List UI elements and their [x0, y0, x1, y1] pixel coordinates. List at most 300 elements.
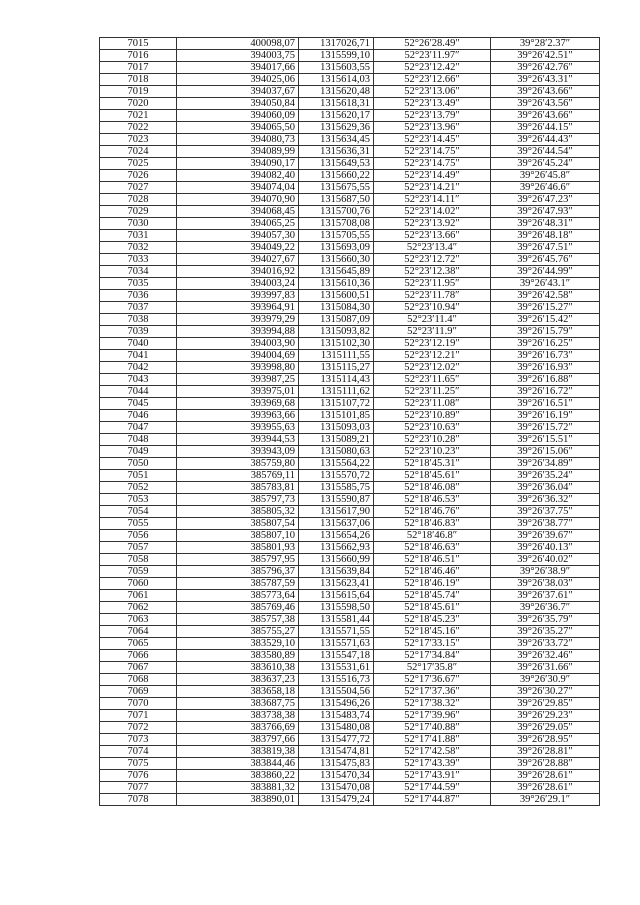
longitude-cell: 39°26′38.03″	[491, 578, 600, 590]
y-coordinate-cell: 1315087,09	[299, 314, 374, 326]
x-coordinate-cell: 394017,66	[177, 62, 299, 74]
table-row	[100, 302, 600, 314]
y-coordinate-cell: 1315111,62	[299, 386, 374, 398]
x-coordinate-cell: 394016,92	[177, 266, 299, 278]
point-number-cell: 7024	[100, 146, 177, 158]
coordinates-table-body	[100, 38, 600, 806]
x-coordinate-cell: 394090,17	[177, 158, 299, 170]
latitude-cell: 52°17′33.15″	[374, 638, 491, 650]
point-number-cell: 7021	[100, 110, 177, 122]
table-row	[100, 326, 600, 338]
longitude-cell: 39°26′40.13″	[491, 542, 600, 554]
table-row	[100, 566, 600, 578]
longitude-cell: 39°26′16.25″	[491, 338, 600, 350]
x-coordinate-cell: 393964,91	[177, 302, 299, 314]
x-coordinate-cell: 394003,24	[177, 278, 299, 290]
y-coordinate-cell: 1315675,55	[299, 182, 374, 194]
y-coordinate-cell: 1315570,72	[299, 470, 374, 482]
x-coordinate-cell: 383860,22	[177, 770, 299, 782]
point-number-cell: 7045	[100, 398, 177, 410]
point-number-cell: 7073	[100, 734, 177, 746]
longitude-cell: 39°26′28.61″	[491, 782, 600, 794]
x-coordinate-cell: 394027,67	[177, 254, 299, 266]
point-number-cell: 7078	[100, 794, 177, 806]
y-coordinate-cell: 1315114,43	[299, 374, 374, 386]
x-coordinate-cell: 394070,90	[177, 194, 299, 206]
longitude-cell: 39°26′30.9″	[491, 674, 600, 686]
point-number-cell: 7020	[100, 98, 177, 110]
y-coordinate-cell: 1315581,44	[299, 614, 374, 626]
table-row	[100, 578, 600, 590]
latitude-cell: 52°23′13.92″	[374, 218, 491, 230]
x-coordinate-cell: 383637,23	[177, 674, 299, 686]
table-row	[100, 50, 600, 62]
point-number-cell: 7072	[100, 722, 177, 734]
latitude-cell: 52°23′14.45″	[374, 134, 491, 146]
table-row	[100, 398, 600, 410]
y-coordinate-cell: 1315093,82	[299, 326, 374, 338]
table-row	[100, 338, 600, 350]
longitude-cell: 39°26′48.18″	[491, 230, 600, 242]
point-number-cell: 7054	[100, 506, 177, 518]
x-coordinate-cell: 385797,73	[177, 494, 299, 506]
y-coordinate-cell: 1315654,26	[299, 530, 374, 542]
longitude-cell: 39°26′28.61″	[491, 770, 600, 782]
latitude-cell: 52°18′46.46″	[374, 566, 491, 578]
longitude-cell: 39°26′16.73″	[491, 350, 600, 362]
latitude-cell: 52°23′13.4″	[374, 242, 491, 254]
table-row	[100, 362, 600, 374]
table-row	[100, 134, 600, 146]
latitude-cell: 52°23′13.96″	[374, 122, 491, 134]
table-row	[100, 590, 600, 602]
y-coordinate-cell: 1315547,18	[299, 650, 374, 662]
latitude-cell: 52°18′46.76″	[374, 506, 491, 518]
x-coordinate-cell: 393969,68	[177, 398, 299, 410]
longitude-cell: 39°26′28.88″	[491, 758, 600, 770]
table-row	[100, 614, 600, 626]
y-coordinate-cell: 1315660,30	[299, 254, 374, 266]
x-coordinate-cell: 394065,50	[177, 122, 299, 134]
x-coordinate-cell: 385769,46	[177, 602, 299, 614]
point-number-cell: 7067	[100, 662, 177, 674]
y-coordinate-cell: 1315107,72	[299, 398, 374, 410]
x-coordinate-cell: 383610,38	[177, 662, 299, 674]
x-coordinate-cell: 385773,64	[177, 590, 299, 602]
table-row	[100, 386, 600, 398]
table-row	[100, 746, 600, 758]
y-coordinate-cell: 1315470,34	[299, 770, 374, 782]
point-number-cell: 7069	[100, 686, 177, 698]
longitude-cell: 39°26′28.81″	[491, 746, 600, 758]
table-row	[100, 434, 600, 446]
table-row	[100, 770, 600, 782]
x-coordinate-cell: 385805,32	[177, 506, 299, 518]
x-coordinate-cell: 383738,38	[177, 710, 299, 722]
table-row	[100, 446, 600, 458]
x-coordinate-cell: 394025,06	[177, 74, 299, 86]
x-coordinate-cell: 394074,04	[177, 182, 299, 194]
latitude-cell: 52°23′10.28″	[374, 434, 491, 446]
table-row	[100, 518, 600, 530]
table-row	[100, 494, 600, 506]
latitude-cell: 52°23′14.75″	[374, 158, 491, 170]
y-coordinate-cell: 1315483,74	[299, 710, 374, 722]
x-coordinate-cell: 394068,45	[177, 206, 299, 218]
y-coordinate-cell: 1315645,89	[299, 266, 374, 278]
y-coordinate-cell: 1315474,81	[299, 746, 374, 758]
latitude-cell: 52°17′43.39″	[374, 758, 491, 770]
table-row	[100, 218, 600, 230]
point-number-cell: 7070	[100, 698, 177, 710]
x-coordinate-cell: 394057,30	[177, 230, 299, 242]
latitude-cell: 52°23′12.19″	[374, 338, 491, 350]
latitude-cell: 52°23′13.66″	[374, 230, 491, 242]
x-coordinate-cell: 394049,22	[177, 242, 299, 254]
point-number-cell: 7035	[100, 278, 177, 290]
latitude-cell: 52°18′46.19″	[374, 578, 491, 590]
longitude-cell: 39°26′43.31″	[491, 74, 600, 86]
y-coordinate-cell: 1315629,36	[299, 122, 374, 134]
table-row	[100, 62, 600, 74]
table-row	[100, 554, 600, 566]
y-coordinate-cell: 1315660,99	[299, 554, 374, 566]
latitude-cell: 52°17′38.32″	[374, 698, 491, 710]
y-coordinate-cell: 1315610,36	[299, 278, 374, 290]
y-coordinate-cell: 1315111,55	[299, 350, 374, 362]
longitude-cell: 39°26′47.93″	[491, 206, 600, 218]
x-coordinate-cell: 383766,69	[177, 722, 299, 734]
table-row	[100, 206, 600, 218]
y-coordinate-cell: 1315687,50	[299, 194, 374, 206]
latitude-cell: 52°23′10.89″	[374, 410, 491, 422]
point-number-cell: 7049	[100, 446, 177, 458]
longitude-cell: 39°26′36.7″	[491, 602, 600, 614]
y-coordinate-cell: 1315084,30	[299, 302, 374, 314]
point-number-cell: 7068	[100, 674, 177, 686]
y-coordinate-cell: 1315080,63	[299, 446, 374, 458]
point-number-cell: 7071	[100, 710, 177, 722]
latitude-cell: 52°23′11.78″	[374, 290, 491, 302]
y-coordinate-cell: 1315693,09	[299, 242, 374, 254]
longitude-cell: 39°26′48.31″	[491, 218, 600, 230]
point-number-cell: 7039	[100, 326, 177, 338]
latitude-cell: 52°23′11.95″	[374, 278, 491, 290]
x-coordinate-cell: 394004,69	[177, 350, 299, 362]
longitude-cell: 39°26′15.72″	[491, 422, 600, 434]
y-coordinate-cell: 1315564,22	[299, 458, 374, 470]
latitude-cell: 52°23′11.4″	[374, 314, 491, 326]
table-row	[100, 506, 600, 518]
y-coordinate-cell: 1315620,48	[299, 86, 374, 98]
table-row	[100, 146, 600, 158]
latitude-cell: 52°23′13.79″	[374, 110, 491, 122]
latitude-cell: 52°17′39.96″	[374, 710, 491, 722]
point-number-cell: 7075	[100, 758, 177, 770]
x-coordinate-cell: 394050,84	[177, 98, 299, 110]
longitude-cell: 39°26′43.66″	[491, 110, 600, 122]
longitude-cell: 39°26′16.72″	[491, 386, 600, 398]
x-coordinate-cell: 385801,93	[177, 542, 299, 554]
longitude-cell: 39°26′43.1″	[491, 278, 600, 290]
y-coordinate-cell: 1315571,63	[299, 638, 374, 650]
point-number-cell: 7053	[100, 494, 177, 506]
latitude-cell: 52°23′14.49″	[374, 170, 491, 182]
y-coordinate-cell: 1315662,93	[299, 542, 374, 554]
latitude-cell: 52°23′14.75″	[374, 146, 491, 158]
table-row	[100, 674, 600, 686]
x-coordinate-cell: 393997,83	[177, 290, 299, 302]
point-number-cell: 7016	[100, 50, 177, 62]
latitude-cell: 52°17′44.59″	[374, 782, 491, 794]
y-coordinate-cell: 1315093,03	[299, 422, 374, 434]
point-number-cell: 7043	[100, 374, 177, 386]
longitude-cell: 39°26′40.02″	[491, 554, 600, 566]
latitude-cell: 52°23′10.23″	[374, 446, 491, 458]
latitude-cell: 52°23′11.65″	[374, 374, 491, 386]
longitude-cell: 39°26′32.46″	[491, 650, 600, 662]
y-coordinate-cell: 1315620,17	[299, 110, 374, 122]
point-number-cell: 7019	[100, 86, 177, 98]
point-number-cell: 7076	[100, 770, 177, 782]
longitude-cell: 39°26′29.23″	[491, 710, 600, 722]
y-coordinate-cell: 1315700,76	[299, 206, 374, 218]
x-coordinate-cell: 383687,75	[177, 698, 299, 710]
x-coordinate-cell: 394065,25	[177, 218, 299, 230]
x-coordinate-cell: 400098,07	[177, 38, 299, 50]
point-number-cell: 7064	[100, 626, 177, 638]
table-row	[100, 170, 600, 182]
point-number-cell: 7062	[100, 602, 177, 614]
y-coordinate-cell: 1315516,73	[299, 674, 374, 686]
longitude-cell: 39°26′16.93″	[491, 362, 600, 374]
longitude-cell: 39°26′15.27″	[491, 302, 600, 314]
table-row	[100, 722, 600, 734]
x-coordinate-cell: 383658,18	[177, 686, 299, 698]
latitude-cell: 52°17′35.8″	[374, 662, 491, 674]
point-number-cell: 7034	[100, 266, 177, 278]
longitude-cell: 39°26′33.72″	[491, 638, 600, 650]
table-row	[100, 758, 600, 770]
table-row	[100, 242, 600, 254]
y-coordinate-cell: 1315649,53	[299, 158, 374, 170]
latitude-cell: 52°23′14.11″	[374, 194, 491, 206]
y-coordinate-cell: 1315101,85	[299, 410, 374, 422]
latitude-cell: 52°17′44.87″	[374, 794, 491, 806]
x-coordinate-cell: 394003,90	[177, 338, 299, 350]
latitude-cell: 52°18′46.83″	[374, 518, 491, 530]
latitude-cell: 52°23′11.08″	[374, 398, 491, 410]
latitude-cell: 52°23′13.06″	[374, 86, 491, 98]
latitude-cell: 52°23′12.66″	[374, 74, 491, 86]
y-coordinate-cell: 1315705,55	[299, 230, 374, 242]
table-row	[100, 782, 600, 794]
latitude-cell: 52°17′34.84″	[374, 650, 491, 662]
x-coordinate-cell: 385759,80	[177, 458, 299, 470]
point-number-cell: 7056	[100, 530, 177, 542]
y-coordinate-cell: 1315598,50	[299, 602, 374, 614]
point-number-cell: 7074	[100, 746, 177, 758]
table-row	[100, 734, 600, 746]
longitude-cell: 39°26′47.23″	[491, 194, 600, 206]
longitude-cell: 39°26′42.76″	[491, 62, 600, 74]
longitude-cell: 39°26′34.89″	[491, 458, 600, 470]
y-coordinate-cell: 1315115,27	[299, 362, 374, 374]
latitude-cell: 52°23′14.21″	[374, 182, 491, 194]
longitude-cell: 39°26′43.56″	[491, 98, 600, 110]
latitude-cell: 52°23′11.25″	[374, 386, 491, 398]
point-number-cell: 7065	[100, 638, 177, 650]
x-coordinate-cell: 393944,53	[177, 434, 299, 446]
latitude-cell: 52°18′46.08″	[374, 482, 491, 494]
longitude-cell: 39°26′35.27″	[491, 626, 600, 638]
point-number-cell: 7036	[100, 290, 177, 302]
point-number-cell: 7031	[100, 230, 177, 242]
longitude-cell: 39°26′45.24″	[491, 158, 600, 170]
point-number-cell: 7063	[100, 614, 177, 626]
point-number-cell: 7066	[100, 650, 177, 662]
point-number-cell: 7058	[100, 554, 177, 566]
latitude-cell: 52°17′37.36″	[374, 686, 491, 698]
longitude-cell: 39°26′15.51″	[491, 434, 600, 446]
x-coordinate-cell: 383890,01	[177, 794, 299, 806]
longitude-cell: 39°26′28.95″	[491, 734, 600, 746]
latitude-cell: 52°23′12.38″	[374, 266, 491, 278]
x-coordinate-cell: 383797,66	[177, 734, 299, 746]
y-coordinate-cell: 1315623,41	[299, 578, 374, 590]
table-row	[100, 182, 600, 194]
y-coordinate-cell: 1315603,55	[299, 62, 374, 74]
x-coordinate-cell: 394080,73	[177, 134, 299, 146]
longitude-cell: 39°26′38.77″	[491, 518, 600, 530]
latitude-cell: 52°17′41.88″	[374, 734, 491, 746]
x-coordinate-cell: 385796,37	[177, 566, 299, 578]
table-row	[100, 710, 600, 722]
point-number-cell: 7015	[100, 38, 177, 50]
y-coordinate-cell: 1315618,31	[299, 98, 374, 110]
point-number-cell: 7028	[100, 194, 177, 206]
longitude-cell: 39°26′42.58″	[491, 290, 600, 302]
longitude-cell: 39°26′39.67″	[491, 530, 600, 542]
longitude-cell: 39°26′30.27″	[491, 686, 600, 698]
point-number-cell: 7032	[100, 242, 177, 254]
point-number-cell: 7017	[100, 62, 177, 74]
y-coordinate-cell: 1315599,10	[299, 50, 374, 62]
table-row	[100, 290, 600, 302]
x-coordinate-cell: 385757,38	[177, 614, 299, 626]
y-coordinate-cell: 1315479,24	[299, 794, 374, 806]
table-row	[100, 542, 600, 554]
table-row	[100, 314, 600, 326]
point-number-cell: 7026	[100, 170, 177, 182]
table-row	[100, 650, 600, 662]
table-row	[100, 38, 600, 50]
y-coordinate-cell: 1317026,71	[299, 38, 374, 50]
latitude-cell: 52°18′46.51″	[374, 554, 491, 566]
x-coordinate-cell: 385783,81	[177, 482, 299, 494]
latitude-cell: 52°18′45.16″	[374, 626, 491, 638]
y-coordinate-cell: 1315636,31	[299, 146, 374, 158]
latitude-cell: 52°18′45.61″	[374, 470, 491, 482]
x-coordinate-cell: 383529,10	[177, 638, 299, 650]
latitude-cell: 52°23′13.49″	[374, 98, 491, 110]
latitude-cell: 52°23′10.94″	[374, 302, 491, 314]
point-number-cell: 7037	[100, 302, 177, 314]
point-number-cell: 7033	[100, 254, 177, 266]
table-row	[100, 110, 600, 122]
y-coordinate-cell: 1315660,22	[299, 170, 374, 182]
point-number-cell: 7027	[100, 182, 177, 194]
longitude-cell: 39°26′15.42″	[491, 314, 600, 326]
y-coordinate-cell: 1315475,83	[299, 758, 374, 770]
table-row	[100, 470, 600, 482]
longitude-cell: 39°26′46.6″	[491, 182, 600, 194]
x-coordinate-cell: 393955,63	[177, 422, 299, 434]
y-coordinate-cell: 1315590,87	[299, 494, 374, 506]
table-row	[100, 410, 600, 422]
y-coordinate-cell: 1315571,55	[299, 626, 374, 638]
point-number-cell: 7047	[100, 422, 177, 434]
table-row	[100, 794, 600, 806]
x-coordinate-cell: 393994,88	[177, 326, 299, 338]
table-row	[100, 230, 600, 242]
longitude-cell: 39°26′37.61″	[491, 590, 600, 602]
coordinates-table	[99, 37, 600, 806]
longitude-cell: 39°26′47.51″	[491, 242, 600, 254]
table-row	[100, 686, 600, 698]
longitude-cell: 39°26′44.54″	[491, 146, 600, 158]
y-coordinate-cell: 1315708,08	[299, 218, 374, 230]
table-row	[100, 86, 600, 98]
x-coordinate-cell: 383844,46	[177, 758, 299, 770]
point-number-cell: 7051	[100, 470, 177, 482]
latitude-cell: 52°23′12.21″	[374, 350, 491, 362]
point-number-cell: 7061	[100, 590, 177, 602]
table-row	[100, 350, 600, 362]
latitude-cell: 52°18′45.31″	[374, 458, 491, 470]
point-number-cell: 7018	[100, 74, 177, 86]
x-coordinate-cell: 394060,09	[177, 110, 299, 122]
table-row	[100, 122, 600, 134]
y-coordinate-cell: 1315585,75	[299, 482, 374, 494]
table-row	[100, 626, 600, 638]
point-number-cell: 7042	[100, 362, 177, 374]
longitude-cell: 39°26′44.15″	[491, 122, 600, 134]
longitude-cell: 39°26′42.51″	[491, 50, 600, 62]
longitude-cell: 39°26′16.19″	[491, 410, 600, 422]
x-coordinate-cell: 393975,01	[177, 386, 299, 398]
table-row	[100, 458, 600, 470]
x-coordinate-cell: 385769,11	[177, 470, 299, 482]
y-coordinate-cell: 1315470,08	[299, 782, 374, 794]
point-number-cell: 7077	[100, 782, 177, 794]
longitude-cell: 39°26′35.79″	[491, 614, 600, 626]
point-number-cell: 7025	[100, 158, 177, 170]
longitude-cell: 39°28′2.37″	[491, 38, 600, 50]
longitude-cell: 39°26′38.9″	[491, 566, 600, 578]
x-coordinate-cell: 393963,66	[177, 410, 299, 422]
longitude-cell: 39°26′45.76″	[491, 254, 600, 266]
x-coordinate-cell: 385787,59	[177, 578, 299, 590]
latitude-cell: 52°18′45.61″	[374, 602, 491, 614]
longitude-cell: 39°26′36.04″	[491, 482, 600, 494]
latitude-cell: 52°23′12.42″	[374, 62, 491, 74]
latitude-cell: 52°18′45.23″	[374, 614, 491, 626]
longitude-cell: 39°26′44.43″	[491, 134, 600, 146]
table-row	[100, 254, 600, 266]
x-coordinate-cell: 385797,95	[177, 554, 299, 566]
x-coordinate-cell: 383580,89	[177, 650, 299, 662]
